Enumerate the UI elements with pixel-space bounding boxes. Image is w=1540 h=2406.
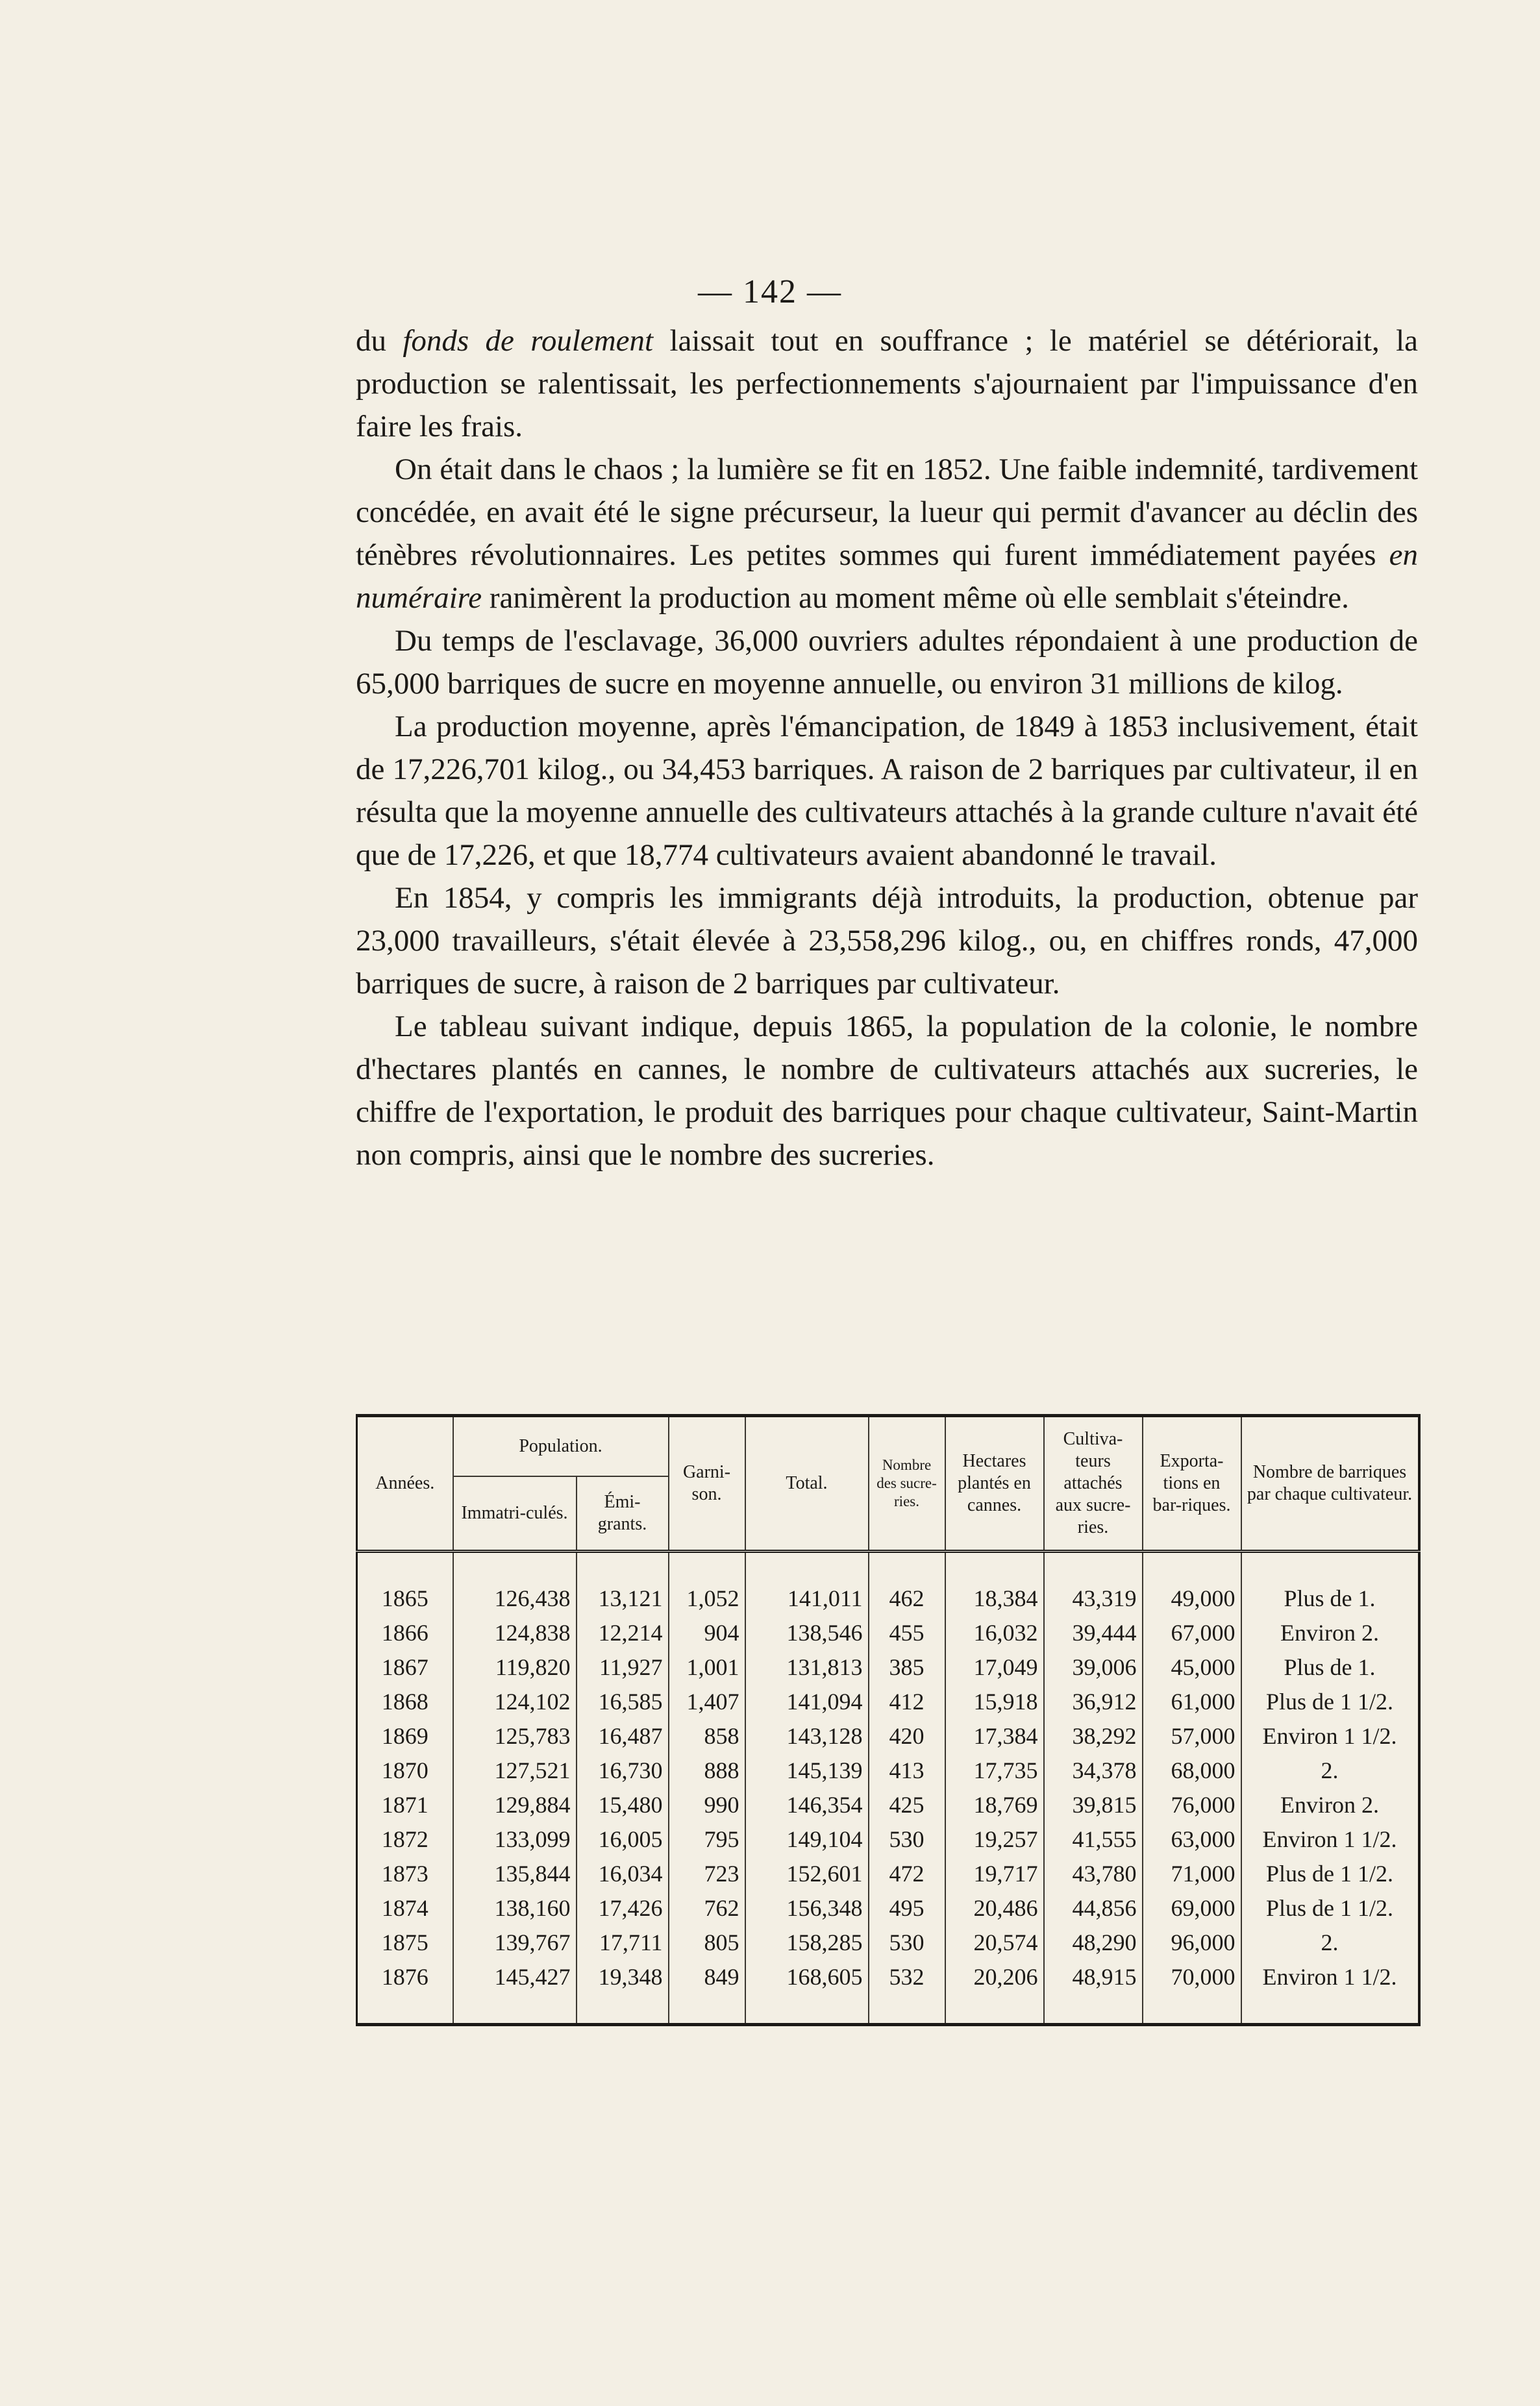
table-row: [357, 1616, 1419, 1650]
cell-sucreries: 455: [869, 1616, 945, 1650]
cell-cultivateurs: 34,378: [1044, 1754, 1143, 1788]
cell-sucreries: 462: [869, 1581, 945, 1616]
body-text: [356, 319, 1418, 1176]
cell-total: 149,104: [745, 1822, 869, 1857]
cell-exportations: 71,000: [1143, 1857, 1241, 1891]
italic-phrase: en numéraire: [356, 538, 1418, 615]
header-hectares: Hectares plantés en cannes.: [945, 1416, 1044, 1552]
cell-immatricules: 145,427: [453, 1960, 577, 1994]
cell-barriques: Plus de 1.: [1241, 1650, 1419, 1685]
cell-exportations: 70,000: [1143, 1960, 1241, 1994]
header-emigrants: Émi-grants.: [577, 1476, 669, 1552]
cell-emigrants: 17,426: [577, 1891, 669, 1926]
header-garnison: Garni-son.: [669, 1416, 745, 1552]
cell-annee: 1873: [357, 1857, 453, 1891]
cell-emigrants: 11,927: [577, 1650, 669, 1685]
cell-garnison: 858: [669, 1719, 745, 1754]
cell-hectares: 20,206: [945, 1960, 1044, 1994]
cell-hectares: 20,486: [945, 1891, 1044, 1926]
cell-exportations: 96,000: [1143, 1926, 1241, 1960]
cell-sucreries: 532: [869, 1960, 945, 1994]
cell-total: 156,348: [745, 1891, 869, 1926]
header-immatricules: Immatri-culés.: [453, 1476, 577, 1552]
paragraph-1: du fonds de roulement laissait tout en souffrance ; le matériel se détériorait, la production se ralentissait, les perfectionnements s'ajournaient par l'impuissance d'en faire les frais.: [356, 324, 1419, 443]
paragraph-6: Le tableau suivant indique, depuis 1865, la population de la colonie, le nombre d'hectares plantés en cannes, le nombre de cultivateurs attachés aux sucreries, le chiffre de l'exportation, le produit des barriques pour chaque cultivateur, Saint-Martin non compris, ainsi que le nombre des sucreries.: [356, 1010, 1418, 1172]
cell-emigrants: 16,005: [577, 1822, 669, 1857]
cell-garnison: 723: [669, 1857, 745, 1891]
header-annees: Années.: [357, 1416, 453, 1552]
cell-emigrants: 17,711: [577, 1926, 669, 1960]
cell-annee: 1870: [357, 1754, 453, 1788]
cell-annee: 1872: [357, 1822, 453, 1857]
cell-hectares: 17,049: [945, 1650, 1044, 1685]
cell-barriques: Plus de 1 1/2.: [1241, 1685, 1419, 1719]
cell-annee: 1875: [357, 1926, 453, 1960]
cell-sucreries: 385: [869, 1650, 945, 1685]
cell-barriques: 2.: [1241, 1926, 1419, 1960]
table-row: [357, 1960, 1419, 1994]
cell-hectares: 20,574: [945, 1926, 1044, 1960]
cell-emigrants: 16,730: [577, 1754, 669, 1788]
cell-hectares: 18,384: [945, 1581, 1044, 1616]
cell-cultivateurs: 38,292: [1044, 1719, 1143, 1754]
cell-total: 138,546: [745, 1616, 869, 1650]
cell-garnison: 1,001: [669, 1650, 745, 1685]
cell-cultivateurs: 48,290: [1044, 1926, 1143, 1960]
cell-barriques: 2.: [1241, 1754, 1419, 1788]
statistics-table: [356, 1414, 1421, 2026]
cell-garnison: 1,407: [669, 1685, 745, 1719]
table-row: [357, 1754, 1419, 1788]
cell-hectares: 19,257: [945, 1822, 1044, 1857]
table-row: [357, 1891, 1419, 1926]
cell-total: 143,128: [745, 1719, 869, 1754]
cell-garnison: 1,052: [669, 1581, 745, 1616]
cell-emigrants: 16,585: [577, 1685, 669, 1719]
cell-garnison: 805: [669, 1926, 745, 1960]
cell-total: 146,354: [745, 1788, 869, 1822]
table-row: [357, 1685, 1419, 1719]
cell-garnison: 904: [669, 1616, 745, 1650]
cell-immatricules: 135,844: [453, 1857, 577, 1891]
cell-immatricules: 126,438: [453, 1581, 577, 1616]
table-row: [357, 1581, 1419, 1616]
cell-exportations: 69,000: [1143, 1891, 1241, 1926]
cell-total: 168,605: [745, 1960, 869, 1994]
table-row: [357, 1926, 1419, 1960]
cell-barriques: Environ 2.: [1241, 1788, 1419, 1822]
cell-hectares: 16,032: [945, 1616, 1044, 1650]
cell-exportations: 67,000: [1143, 1616, 1241, 1650]
italic-phrase: fonds de roulement: [403, 324, 654, 358]
cell-annee: 1868: [357, 1685, 453, 1719]
cell-sucreries: 530: [869, 1926, 945, 1960]
cell-emigrants: 13,121: [577, 1581, 669, 1616]
cell-emigrants: 15,480: [577, 1788, 669, 1822]
cell-total: 141,011: [745, 1581, 869, 1616]
cell-barriques: Plus de 1 1/2.: [1241, 1857, 1419, 1891]
header-total: Total.: [745, 1416, 869, 1552]
cell-immatricules: 119,820: [453, 1650, 577, 1685]
cell-cultivateurs: 48,915: [1044, 1960, 1143, 1994]
cell-annee: 1876: [357, 1960, 453, 1994]
cell-exportations: 63,000: [1143, 1822, 1241, 1857]
cell-garnison: 990: [669, 1788, 745, 1822]
paragraph-5: En 1854, y compris les immigrants déjà introduits, la production, obtenue par 23,000 travailleurs, s'était élevée à 23,558,296 kilog., ou, en chiffres ronds, 47,000 barriques de sucre, à raison de 2 barriques par cultivateur.: [356, 881, 1418, 1000]
cell-immatricules: 138,160: [453, 1891, 577, 1926]
table-body: [357, 1552, 1419, 2025]
cell-hectares: 17,384: [945, 1719, 1044, 1754]
statistics-table-wrap: [356, 1414, 1418, 2026]
table-row: [357, 1788, 1419, 1822]
cell-cultivateurs: 36,912: [1044, 1685, 1143, 1719]
cell-immatricules: 125,783: [453, 1719, 577, 1754]
cell-hectares: 17,735: [945, 1754, 1044, 1788]
cell-sucreries: 412: [869, 1685, 945, 1719]
cell-exportations: 68,000: [1143, 1754, 1241, 1788]
header-exportations: Exporta-tions en bar-riques.: [1143, 1416, 1241, 1552]
cell-total: 145,139: [745, 1754, 869, 1788]
cell-immatricules: 139,767: [453, 1926, 577, 1960]
cell-sucreries: 530: [869, 1822, 945, 1857]
cell-garnison: 795: [669, 1822, 745, 1857]
cell-cultivateurs: 41,555: [1044, 1822, 1143, 1857]
cell-garnison: 888: [669, 1754, 745, 1788]
cell-annee: 1869: [357, 1719, 453, 1754]
table-row: [357, 1719, 1419, 1754]
cell-annee: 1865: [357, 1581, 453, 1616]
cell-immatricules: 127,521: [453, 1754, 577, 1788]
table-row: [357, 1822, 1419, 1857]
table-row: [357, 1857, 1419, 1891]
cell-barriques: Plus de 1.: [1241, 1581, 1419, 1616]
cell-hectares: 15,918: [945, 1685, 1044, 1719]
cell-emigrants: 16,487: [577, 1719, 669, 1754]
cell-barriques: Environ 2.: [1241, 1616, 1419, 1650]
cell-cultivateurs: 43,780: [1044, 1857, 1143, 1891]
cell-barriques: Environ 1 1/2.: [1241, 1960, 1419, 1994]
cell-emigrants: 12,214: [577, 1616, 669, 1650]
cell-sucreries: 425: [869, 1788, 945, 1822]
cell-garnison: 762: [669, 1891, 745, 1926]
cell-emigrants: 19,348: [577, 1960, 669, 1994]
cell-total: 152,601: [745, 1857, 869, 1891]
cell-barriques: Plus de 1 1/2.: [1241, 1891, 1419, 1926]
cell-sucreries: 495: [869, 1891, 945, 1926]
cell-immatricules: 124,838: [453, 1616, 577, 1650]
cell-total: 141,094: [745, 1685, 869, 1719]
header-cultivateurs: Cultiva-teurs attachés aux sucre-ries.: [1044, 1416, 1143, 1552]
paragraph-3: Du temps de l'esclavage, 36,000 ouvriers adultes répondaient à une production de 65,000 barriques de sucre en moyenne annuelle, ou environ 31 millions de kilog.: [356, 624, 1418, 701]
cell-hectares: 18,769: [945, 1788, 1044, 1822]
cell-barriques: Environ 1 1/2.: [1241, 1719, 1419, 1754]
cell-exportations: 61,000: [1143, 1685, 1241, 1719]
page-number: — 142 —: [698, 273, 842, 310]
cell-annee: 1874: [357, 1891, 453, 1926]
cell-total: 158,285: [745, 1926, 869, 1960]
cell-hectares: 19,717: [945, 1857, 1044, 1891]
cell-immatricules: 129,884: [453, 1788, 577, 1822]
cell-exportations: 49,000: [1143, 1581, 1241, 1616]
cell-immatricules: 124,102: [453, 1685, 577, 1719]
cell-sucreries: 420: [869, 1719, 945, 1754]
cell-cultivateurs: 43,319: [1044, 1581, 1143, 1616]
cell-cultivateurs: 39,815: [1044, 1788, 1143, 1822]
cell-emigrants: 16,034: [577, 1857, 669, 1891]
cell-total: 131,813: [745, 1650, 869, 1685]
header-population: Population.: [453, 1416, 669, 1477]
cell-annee: 1871: [357, 1788, 453, 1822]
cell-cultivateurs: 44,856: [1044, 1891, 1143, 1926]
cell-garnison: 849: [669, 1960, 745, 1994]
header-barriques: Nombre de barriques par chaque cultivateur.: [1241, 1416, 1419, 1552]
cell-exportations: 57,000: [1143, 1719, 1241, 1754]
cell-exportations: 45,000: [1143, 1650, 1241, 1685]
cell-annee: 1867: [357, 1650, 453, 1685]
table-row: [357, 1650, 1419, 1685]
header-sucreries: Nombre des sucre-ries.: [869, 1416, 945, 1552]
cell-cultivateurs: 39,006: [1044, 1650, 1143, 1685]
cell-barriques: Environ 1 1/2.: [1241, 1822, 1419, 1857]
cell-cultivateurs: 39,444: [1044, 1616, 1143, 1650]
cell-sucreries: 472: [869, 1857, 945, 1891]
cell-exportations: 76,000: [1143, 1788, 1241, 1822]
cell-immatricules: 133,099: [453, 1822, 577, 1857]
paragraph-4: La production moyenne, après l'émancipation, de 1849 à 1853 inclusivement, était de 17,226,701 kilog., ou 34,453 barriques. A raison de 2 barriques par cultivateur, il en résulta que la moyenne annuelle des cultivateurs attachés à la grande culture n'avait été que de 17,226, et que 18,774 cultivateurs avaient abandonné le travail.: [356, 710, 1418, 872]
paragraph-2: On était dans le chaos ; la lumière se fit en 1852. Une faible indemnité, tardivement concédée, en avait été le signe précurseur, la lueur qui permit d'avancer au déclin des ténèbres révolutionnaires. Les petites sommes qui furent immédiatement payées en numéraire ranimèrent la production au moment même où elle semblait s'éteindre.: [356, 453, 1418, 615]
cell-sucreries: 413: [869, 1754, 945, 1788]
cell-annee: 1866: [357, 1616, 453, 1650]
